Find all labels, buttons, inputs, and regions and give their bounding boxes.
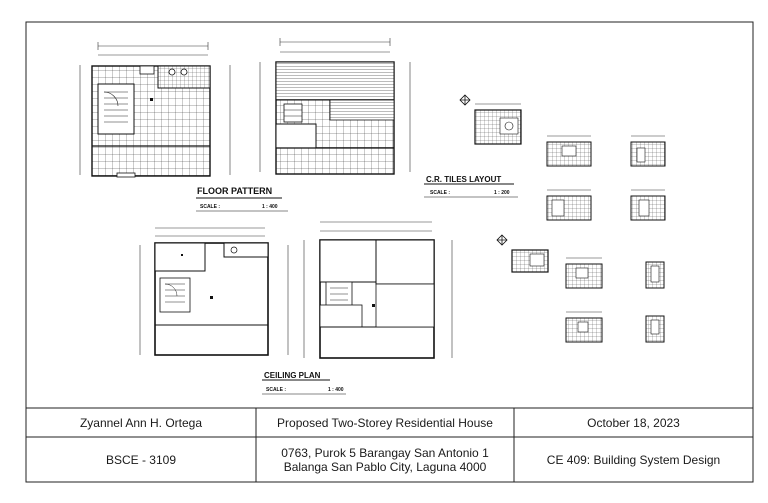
cr-tiles-title: C.R. TILES LAYOUT: [426, 175, 502, 184]
submission-date: October 18, 2023: [587, 415, 680, 430]
floor-pattern-title: FLOOR PATTERN: [197, 186, 273, 196]
ceiling-plan-ground: [140, 228, 288, 355]
floor-pattern-scale-label: SCALE :: [200, 204, 220, 210]
project-address: [256, 437, 514, 482]
address-line-1: 0763, Purok 5 Barangay San Antonio 1: [281, 445, 489, 460]
ceiling-plan-scale-label: SCALE :: [266, 387, 286, 393]
floor-pattern-scale-value: 1 : 400: [262, 204, 278, 210]
ceiling-plan-second: [304, 222, 452, 358]
author-name: Zyannel Ann H. Ortega: [79, 415, 203, 430]
cr-tiles-scale-value: 1 : 200: [494, 190, 510, 196]
cr-tiles-scale-label: SCALE :: [430, 190, 450, 196]
ceiling-plan-scale-value: 1 : 400: [328, 387, 344, 393]
project-title: Proposed Two-Storey Residential House: [277, 415, 493, 430]
address-line-2: Balanga San Pablo City, Laguna 4000: [283, 459, 487, 474]
course-name: CE 409: Building System Design: [546, 452, 721, 467]
ceiling-plan-title: CEILING PLAN: [264, 371, 321, 380]
class-section: BSCE - 3109: [105, 452, 177, 467]
